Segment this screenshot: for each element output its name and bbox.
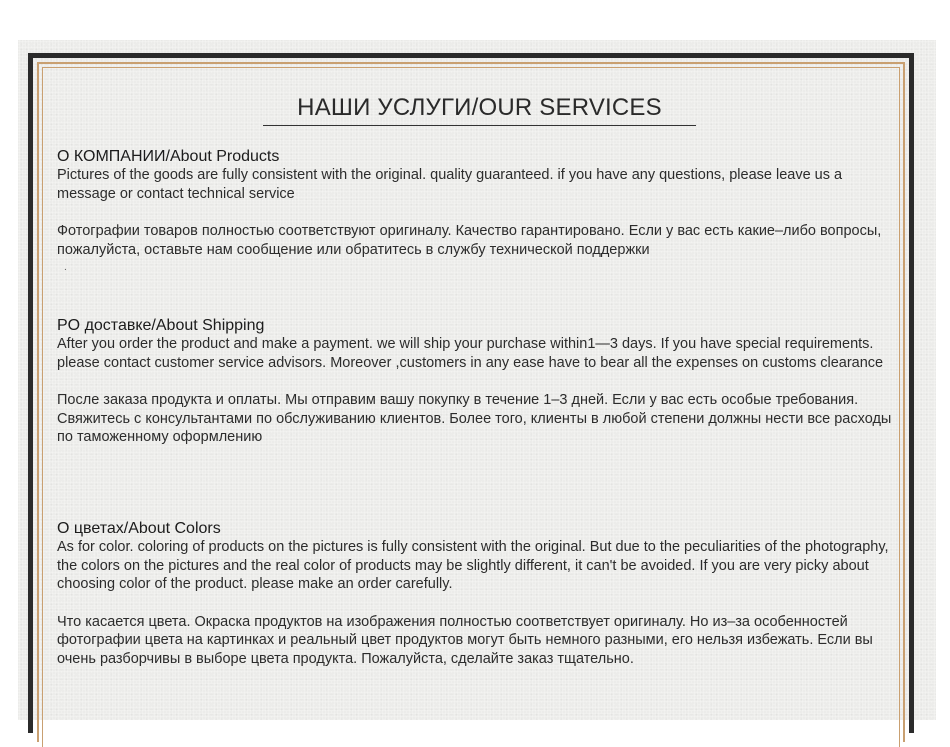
section-about-colors bbox=[57, 519, 897, 669]
page-title: НАШИ УСЛУГИ/OUR SERVICES bbox=[263, 92, 696, 126]
section-heading: О цветах/About Colors bbox=[57, 520, 221, 537]
section-about-products bbox=[57, 147, 897, 259]
section-heading: О КОМПАНИИ/About Products bbox=[57, 148, 280, 165]
section-about-shipping bbox=[57, 316, 897, 447]
section-text-ru: После заказа продукта и оплаты. Мы отправим вашу покупку в течение 1–3 дней. Если у вас есть особые требования. Свяжитесь с консультантами по обслуживанию клиентов. Более того, клиенты в любой степени должны нести все расходы по таможенному оформлению bbox=[57, 392, 892, 446]
section-text-ru: Фотографии товаров полностью соответствуют оригиналу. Качество гарантировано. Если у вас есть какие–либо вопросы, пожалуйста, оставьте нам сообщение или обратитесь в службу технической поддержки bbox=[57, 223, 882, 258]
section-text-en: Pictures of the goods are fully consistent with the original. quality guaranteed. if you have any questions, please leave us a message or contact technical service bbox=[57, 167, 843, 202]
stray-dot: . bbox=[64, 262, 67, 273]
section-text-ru: Что касается цвета. Окраска продуктов на изображения полностью соответствует оригиналу. Но из–за особенностей фотографии цвета на картинках и реальный цвет продуктов могут быть немного разными, его нельзя избежать. Если вы очень разборчивы в выборе цвета продукта. Пожалуйста, сделайте заказ тщательно. bbox=[57, 613, 873, 667]
section-text-en: As for color. coloring of products on the pictures is fully consistent with the original. But due to the peculiarities of the photography, the colors on the pictures and the real color of products may be slightly different, it can't be avoided. If you are very picky about choosing color of the product. please make an order carefully. bbox=[57, 539, 889, 593]
section-heading: PO доставке/About Shipping bbox=[57, 317, 265, 334]
section-text-en: After you order the product and make a payment. we will ship your purchase within1—3 days. If you have special requirements. please contact customer service advisors. Moreover ,customers in any ease have to bear all the expenses on customs clearance bbox=[57, 336, 884, 371]
